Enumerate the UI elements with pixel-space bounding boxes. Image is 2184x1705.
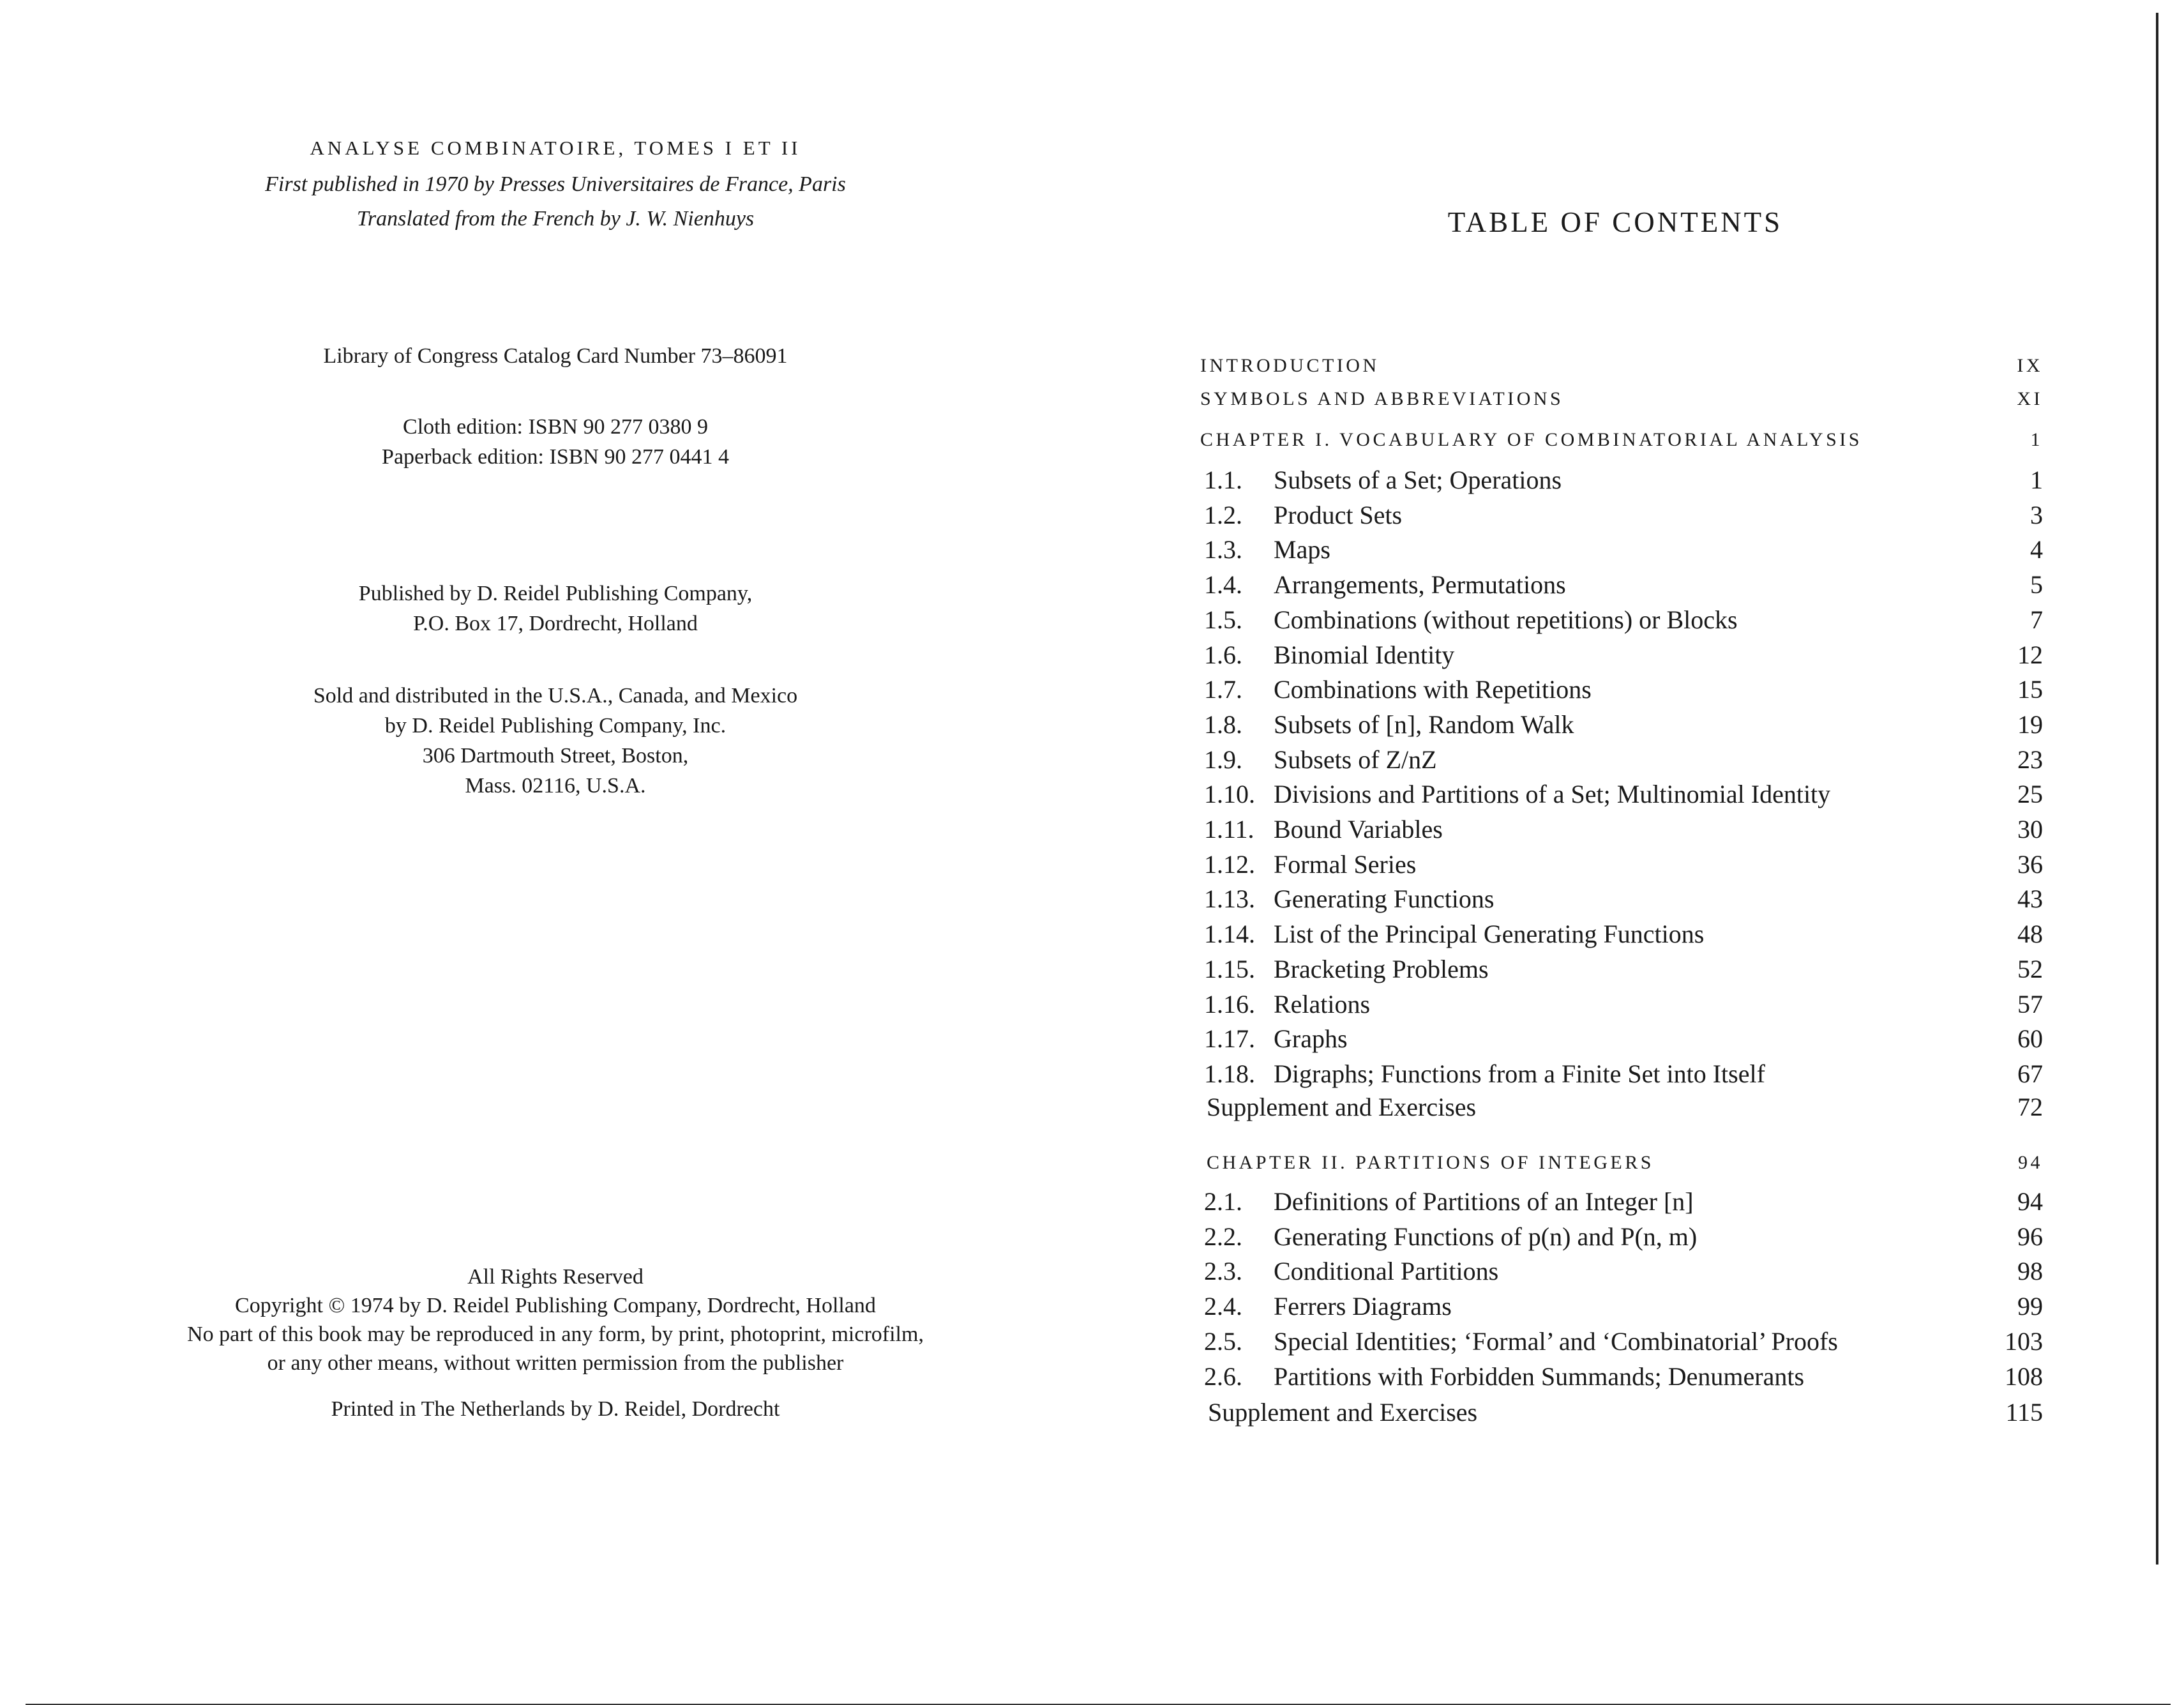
toc-entry-title: Partitions with Forbidden Summands; Denumerants [1274,1361,1805,1391]
toc-entry [1200,1024,2043,1058]
toc-page-number: 5 [2030,570,2043,600]
isbn-cloth: Cloth edition: ISBN 90 277 0380 9 [403,415,708,439]
toc-entry-title: SYMBOLS AND ABBREVIATIONS [1200,388,1564,409]
translator: Translated from the French by J. W. Nienhuys [356,207,755,231]
toc-page-number: 52 [2017,954,2043,983]
toc-section-number: 2.6. [1204,1361,1242,1391]
toc-entry-title: Arrangements, Permutations [1274,570,1566,600]
toc-section-number: 1.1. [1204,466,1242,494]
toc-entry [1200,1186,2043,1221]
chapter-title: CHAPTER I. VOCABULARY OF COMBINATORIAL ANALYSIS [1200,429,1862,450]
toc-page-number: 1 [2030,466,2043,494]
toc-page-number: 60 [2017,1024,2043,1054]
toc-page-number: 108 [2005,1361,2043,1391]
toc-section-number: 2.1. [1204,1187,1242,1216]
original-title: ANALYSE COMBINATOIRE, TOMES I ET II [310,137,801,159]
distributor-line-2: by D. Reidel Publishing Company, Inc. [384,714,727,738]
toc-entry-title: Formal Series [1274,849,1417,879]
toc-section-number: 1.10. [1204,780,1255,809]
toc-entry-title: Divisions and Partitions of a Set; Multinomial Identity [1274,780,1831,809]
toc-page-number: 7 [2030,605,2043,634]
distributor-line-1: Sold and distributed in the U.S.A., Canada, and Mexico [313,684,798,708]
toc-front-introduction [1200,355,2043,390]
toc-entry [1200,1222,2043,1256]
toc-entry-title: Binomial Identity [1274,640,1455,669]
copyright-notice: Copyright © 1974 by D. Reidel Publishing Company, Dordrecht, Holland [235,1294,876,1317]
toc-page-number: 30 [2017,815,2043,844]
toc-entry-title: Subsets of [n], Random Walk [1274,709,1574,739]
toc-entry-title: Definitions of Partitions of an Integer [n] [1274,1187,1694,1216]
toc-section-number: 2.4. [1204,1292,1242,1321]
toc-entry-title: Maps [1274,535,1330,565]
toc-section-number: 1.13. [1204,884,1255,914]
toc-entry-title: Product Sets [1274,500,1403,529]
distributor-line-3: 306 Dartmouth Street, Boston, [422,744,689,768]
toc-section-number: 2.2. [1204,1222,1242,1251]
toc-page-number: 25 [2017,780,2043,809]
toc-section-number: 1.11. [1204,815,1254,844]
toc-entry [1200,954,2043,989]
toc-page-number: 57 [2017,989,2043,1019]
toc-section-number: 1.12. [1204,849,1255,879]
toc-chapter-2-supplement [1200,1397,2043,1432]
toc-page-number: 94 [2017,1187,2043,1216]
toc-entry-title: List of the Principal Generating Functions [1274,920,1705,949]
toc-section-number: 1.8. [1204,709,1242,739]
toc-entry [1200,779,2043,814]
toc-section-number: 1.14. [1204,920,1255,949]
toc-entry [1200,1291,2043,1326]
toc-page-number: 23 [2017,745,2043,774]
toc-chapter-1-supplement [1200,1092,2043,1126]
toc-entry [1200,1256,2043,1291]
toc-page-number: XI [2017,388,2043,409]
toc-page-number: 115 [2005,1398,2043,1427]
toc-entry [1200,500,2043,534]
toc-entry [1200,570,2043,604]
toc-section-number: 1.6. [1204,640,1242,669]
toc-section-number: 1.17. [1204,1024,1255,1054]
toc-entry-title: Subsets of Z/nZ [1274,745,1437,774]
toc-chapter-2-heading [1200,1152,2043,1186]
toc-entry-title: Combinations with Repetitions [1274,675,1592,704]
toc-entry-title: Bound Variables [1274,815,1443,844]
toc-entry [1200,884,2043,918]
toc-section-number: 1.5. [1204,605,1242,634]
toc-page-number: 67 [2017,1059,2043,1088]
toc-entry-title: Digraphs; Functions from a Finite Set into Itself [1274,1059,1765,1088]
toc-section-number: 1.7. [1204,675,1242,704]
toc-entry-title: Subsets of a Set; Operations [1274,466,1562,494]
isbn-paperback: Paperback edition: ISBN 90 277 0441 4 [382,445,729,469]
printed-by: Printed in The Netherlands by D. Reidel, Dordrecht [331,1397,780,1421]
toc-page-number: 3 [2030,500,2043,529]
reproduction-notice-2: or any other means, without written permission from the publisher [267,1351,844,1375]
toc-entry-title: Relations [1274,989,1371,1019]
toc-page-number: 99 [2017,1292,2043,1321]
toc-entry-title: Combinations (without repetitions) or Blocks [1274,605,1738,634]
toc-entry [1200,640,2043,674]
toc-page-number: 72 [2017,1093,2043,1121]
toc-entry-title: Supplement and Exercises [1207,1093,1477,1121]
toc-entry [1200,1326,2043,1361]
toc-entry [1200,709,2043,744]
toc-page-number: IX [2017,355,2043,376]
toc-entry [1200,989,2043,1024]
toc-entry [1200,849,2043,884]
chapter-title: CHAPTER II. PARTITIONS OF INTEGERS [1207,1152,1654,1173]
toc-page-number: 19 [2017,709,2043,739]
toc-section-number: 1.16. [1204,989,1255,1019]
toc-entry-title: Bracketing Problems [1274,954,1489,983]
toc-entry-title: Generating Functions of p(n) and P(n, m) [1274,1222,1698,1251]
toc-entry [1200,674,2043,709]
toc-entry [1200,465,2043,499]
toc-section-number: 1.18. [1204,1059,1255,1088]
lccn: Library of Congress Catalog Card Number 73–86091 [323,344,788,368]
toc-page-number: 15 [2017,675,2043,704]
toc-section-number: 1.15. [1204,954,1255,983]
toc-page-number: 36 [2017,849,2043,879]
first-published: First published in 1970 by Presses Universitaires de France, Paris [265,172,846,196]
toc-entry-title: Ferrers Diagrams [1274,1292,1452,1321]
distributor-line-4: Mass. 02116, U.S.A. [465,774,646,798]
toc-section-number: 1.4. [1204,570,1242,600]
publisher-line-1: Published by D. Reidel Publishing Company, [358,582,753,605]
toc-page-number: 96 [2017,1222,2043,1251]
toc-entry-title: Conditional Partitions [1274,1257,1499,1286]
toc-page-number: 103 [2005,1326,2043,1356]
rights-reserved: All Rights Reserved [467,1265,644,1289]
toc-section-number: 2.5. [1204,1326,1242,1356]
toc-page-number: 94 [2018,1152,2043,1173]
toc-section-number: 1.3. [1204,535,1242,565]
toc-entry-title: Generating Functions [1274,884,1495,914]
toc-entry-title: Special Identities; ‘Formal’ and ‘Combinatorial’ Proofs [1274,1326,1838,1356]
toc-entry-title: Supplement and Exercises [1208,1398,1478,1427]
toc-page-number: 48 [2017,920,2043,949]
toc-page-number: 43 [2017,884,2043,914]
toc-entry [1200,534,2043,569]
toc-entry-title: INTRODUCTION [1200,355,1380,376]
toc-entry [1200,919,2043,953]
toc-title: TABLE OF CONTENTS [1447,206,1783,238]
page-edge [2156,13,2158,1565]
toc-chapter-1-heading [1200,429,2043,464]
toc-front-symbols [1200,388,2043,423]
publisher-line-2: P.O. Box 17, Dordrecht, Holland [413,612,698,635]
reproduction-notice-1: No part of this book may be reproduced in any form, by print, photoprint, microfilm, [187,1322,924,1346]
toc-section-number: 2.3. [1204,1257,1242,1286]
toc-entry [1200,1361,2043,1396]
toc-entry [1200,1059,2043,1093]
toc-entry [1200,745,2043,779]
toc-page-number: 12 [2017,640,2043,669]
toc-section-number: 1.9. [1204,745,1242,774]
toc-entry [1200,605,2043,639]
toc-page-number: 4 [2030,535,2043,565]
toc-page-number: 98 [2017,1257,2043,1286]
toc-entry [1200,814,2043,849]
toc-section-number: 1.2. [1204,500,1242,529]
toc-entry-title: Graphs [1274,1024,1348,1054]
toc-page-number: 1 [2030,429,2043,450]
